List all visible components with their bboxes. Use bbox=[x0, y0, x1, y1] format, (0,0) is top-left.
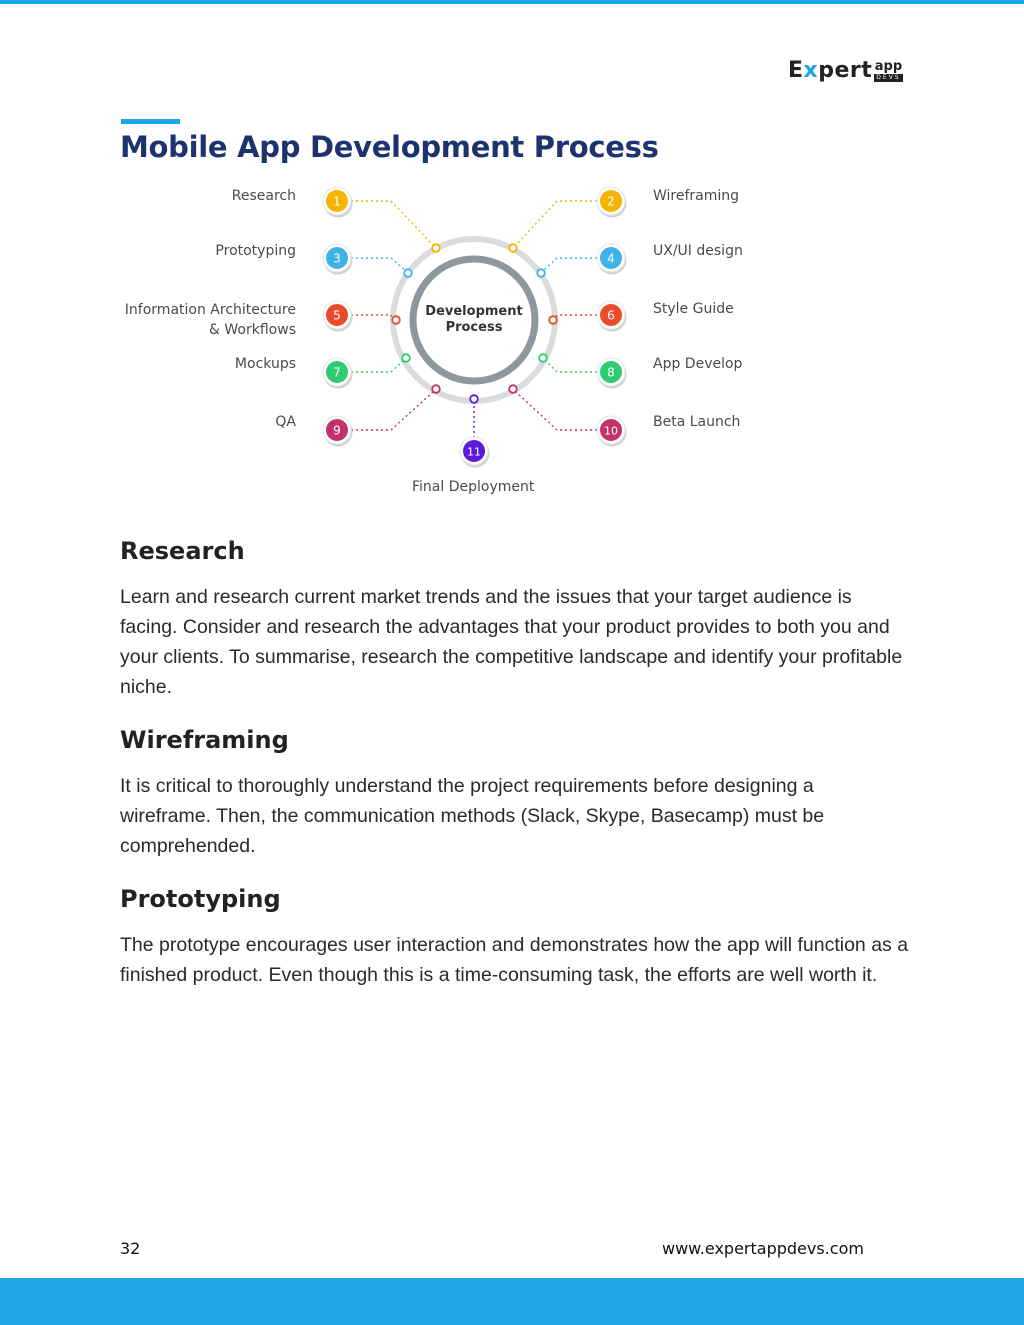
section-heading-prototyping: Prototyping bbox=[120, 885, 281, 913]
connector-line-6 bbox=[556, 315, 597, 320]
bottom-accent-bar bbox=[0, 1278, 1024, 1325]
connector-line-5 bbox=[351, 315, 393, 320]
section-body-wireframing: It is critical to thoroughly understand the project requirements before designing a wireframe. Then, the communication methods (Slack, Skype, Basecamp) must be comprehended. bbox=[120, 775, 825, 857]
step-number-9: 9 bbox=[333, 423, 341, 438]
ring-node-7 bbox=[402, 354, 410, 362]
center-title-line2: Process bbox=[445, 320, 503, 335]
ring-node-10 bbox=[509, 385, 517, 393]
step-label-8: App Develop bbox=[653, 356, 743, 372]
ring-node-9 bbox=[432, 385, 440, 393]
logo-wordmark: Expert bbox=[788, 58, 873, 83]
footer-website-link[interactable]: www.expertappdevs.com bbox=[662, 1239, 864, 1258]
step-label-1: Research bbox=[231, 188, 296, 204]
step-label-10: Beta Launch bbox=[653, 414, 741, 430]
step-number-3: 3 bbox=[333, 251, 341, 266]
step-number-5: 5 bbox=[333, 308, 341, 323]
connector-line-3 bbox=[351, 258, 405, 270]
ring-node-5 bbox=[392, 316, 400, 324]
step-number-6: 6 bbox=[607, 308, 615, 323]
step-label-6: Style Guide bbox=[653, 301, 734, 317]
step-label-2: Wireframing bbox=[653, 188, 740, 204]
step-number-1: 1 bbox=[333, 194, 341, 209]
ring-node-8 bbox=[539, 354, 547, 362]
step-number-10: 10 bbox=[604, 424, 618, 438]
ring-node-3 bbox=[404, 269, 412, 277]
step-label-7: Mockups bbox=[234, 356, 296, 372]
step-label-5: Information Architecture & Workflows bbox=[124, 302, 296, 338]
connector-line-2 bbox=[516, 201, 597, 245]
page-number: 32 bbox=[120, 1239, 141, 1258]
step-number-2: 2 bbox=[607, 194, 615, 209]
ring-node-6 bbox=[549, 316, 557, 324]
ring-node-2 bbox=[509, 244, 517, 252]
step-number-11: 11 bbox=[467, 445, 481, 459]
section-body-research: Learn and research current market trends and the issues that your target audience is facing. Consider and research the advantages that your product provides to both you and your clients. To summarise, research the competitive landscape and identify your profitable niche. bbox=[120, 586, 903, 698]
step-label-11: Final Deployment bbox=[412, 479, 535, 495]
connector-line-1 bbox=[351, 201, 433, 245]
development-process-diagram bbox=[120, 180, 780, 510]
connector-line-7 bbox=[351, 361, 403, 372]
section-body-prototyping: The prototype encourages user interaction and demonstrates how the app will function as a finished product. Even though this is a time-consuming task, the efforts are well worth it. bbox=[120, 934, 909, 986]
connector-line-8 bbox=[546, 361, 597, 372]
section-heading-research: Research bbox=[120, 537, 245, 565]
step-number-4: 4 bbox=[607, 251, 615, 266]
ring-node-1 bbox=[432, 244, 440, 252]
logo-app-devs: app DEVS bbox=[874, 59, 903, 81]
ring-node-11 bbox=[470, 395, 478, 403]
step-label-3: Prototyping bbox=[215, 243, 296, 259]
expertappdevs-logo bbox=[788, 56, 903, 82]
page-title: Mobile App Development Process bbox=[120, 130, 659, 164]
step-number-7: 7 bbox=[333, 365, 341, 380]
connector-line-4 bbox=[544, 258, 597, 270]
center-title-line1: Development bbox=[425, 304, 523, 319]
ring-node-4 bbox=[537, 269, 545, 277]
step-number-8: 8 bbox=[607, 365, 615, 380]
title-accent-line bbox=[121, 119, 180, 124]
connector-line-9 bbox=[351, 392, 433, 430]
top-accent-bar bbox=[0, 0, 1024, 4]
diagram-graphics bbox=[120, 180, 780, 510]
step-label-9: QA bbox=[275, 414, 296, 430]
section-heading-wireframing: Wireframing bbox=[120, 726, 289, 754]
connector-line-10 bbox=[516, 392, 597, 430]
step-label-4: UX/UI design bbox=[653, 243, 743, 259]
